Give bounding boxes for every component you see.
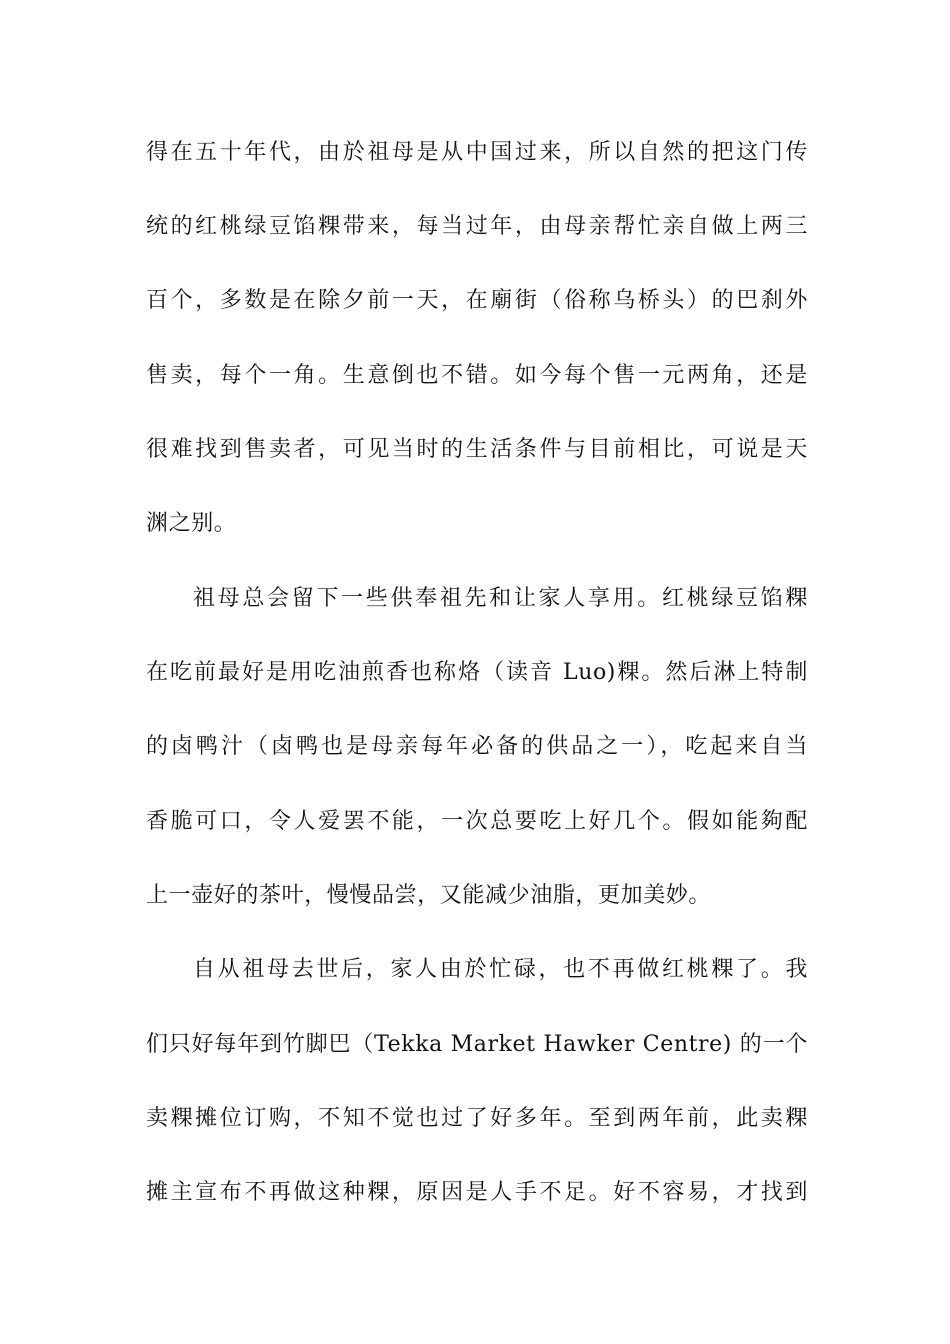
text-line: 得在五十年代，由於祖母是从中国过来，所以自然的把这门传 (146, 140, 808, 165)
paragraph-start-line: 自从祖母去世后，家人由於忙碌，也不再做红桃粿了。我 (193, 957, 808, 982)
text-line: 香脆可口，令人爱罢不能，一次总要吃上好几个。假如能夠配 (146, 809, 808, 834)
paragraph-start-line: 祖母总会留下一些供奉祖先和让家人享用。红桃绿豆馅粿 (193, 586, 808, 611)
text-line: 售卖，每个一角。生意倒也不错。如今每个售一元两角，还是 (146, 363, 808, 388)
text-line: 百个，多数是在除夕前一天，在廟街（俗称乌桥头）的巴刹外 (146, 288, 808, 313)
paragraph-end-line: 上一壶好的茶叶，慢慢品尝，又能减少油脂，更加美妙。 (146, 883, 712, 908)
paragraph-end-line: 渊之别。 (146, 511, 237, 536)
text-line: 在吃前最好是用吃油煎香也称烙（读音 Luo)粿。然后淋上特制 (146, 660, 808, 685)
text-line: 很难找到售卖者，可见当时的生活条件与目前相比，可说是天 (146, 437, 808, 462)
text-line: 们只好每年到竹脚巴（Tekka Market Hawker Centre) 的一个 (146, 1032, 808, 1057)
text-line: 卖粿摊位订购，不知不觉也过了好多年。至到两年前，此卖粿 (146, 1106, 808, 1131)
text-line: 摊主宣布不再做这种粿，原因是人手不足。好不容易，才找到 (146, 1180, 808, 1205)
text-line: 统的红桃绿豆馅粿带来，每当过年，由母亲帮忙亲自做上两三 (146, 214, 808, 239)
text-line: 的卤鸭汁（卤鸭也是母亲每年必备的供品之一），吃起来自当 (146, 734, 808, 759)
